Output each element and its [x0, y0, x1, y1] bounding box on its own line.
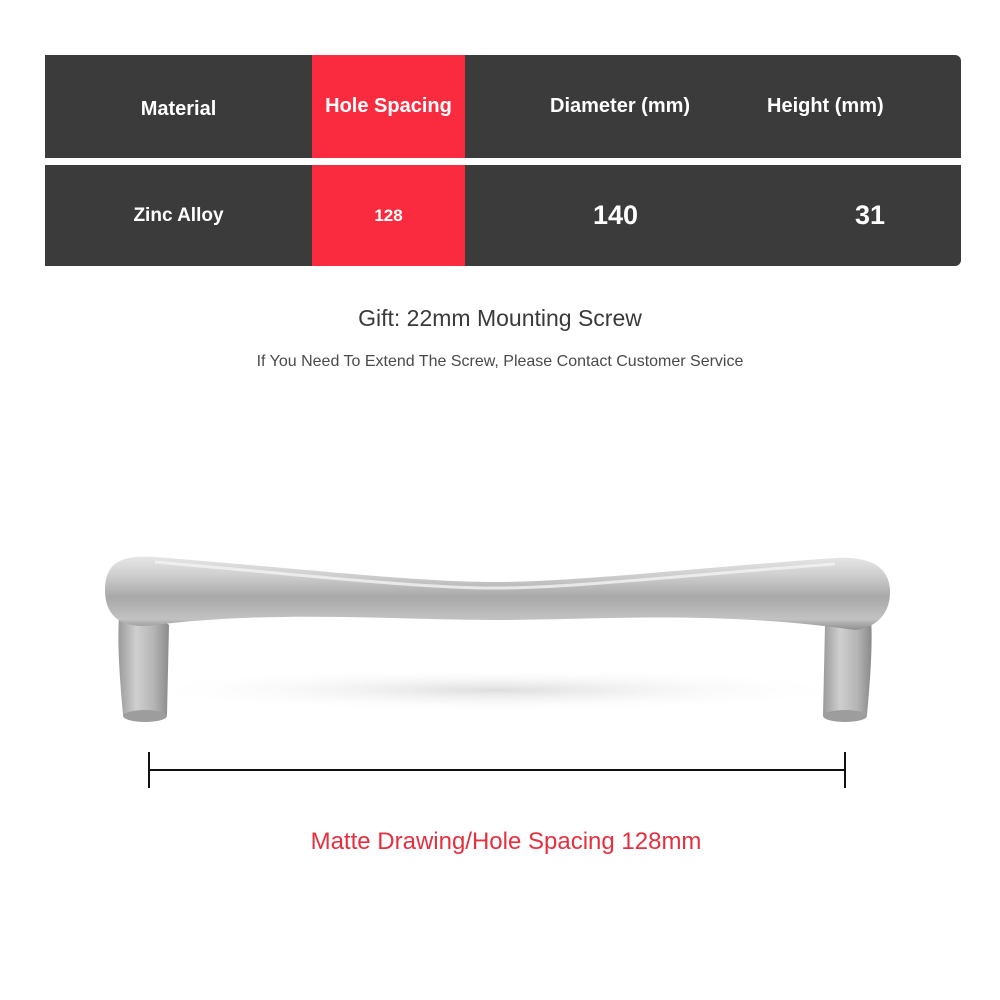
spec-header-row	[45, 55, 961, 158]
gift-text: Gift: 22mm Mounting Screw	[358, 305, 642, 331]
value-diameter: 140	[593, 200, 639, 230]
spec-table	[45, 55, 961, 266]
dimension-bar	[148, 769, 846, 771]
value-hole-spacing: 128	[312, 165, 465, 266]
screw-note: If You Need To Extend The Screw, Please Contact Customer Service	[256, 353, 744, 370]
header-diameter: Diameter (mm)	[550, 95, 691, 117]
cabinet-handle-image	[95, 530, 895, 740]
dimension-tick-right	[844, 752, 846, 788]
header-height: Height (mm)	[767, 95, 884, 117]
value-material: Zinc Alloy	[133, 204, 224, 226]
header-material: Material	[140, 98, 217, 120]
spec-value-row	[45, 165, 961, 266]
hole-spacing-dimension-line	[148, 752, 846, 788]
header-hole-spacing: Hole Spacing	[312, 55, 465, 158]
hole-spacing-caption: Matte Drawing/Hole Spacing 128mm	[310, 828, 702, 855]
value-height: 31	[855, 200, 886, 230]
